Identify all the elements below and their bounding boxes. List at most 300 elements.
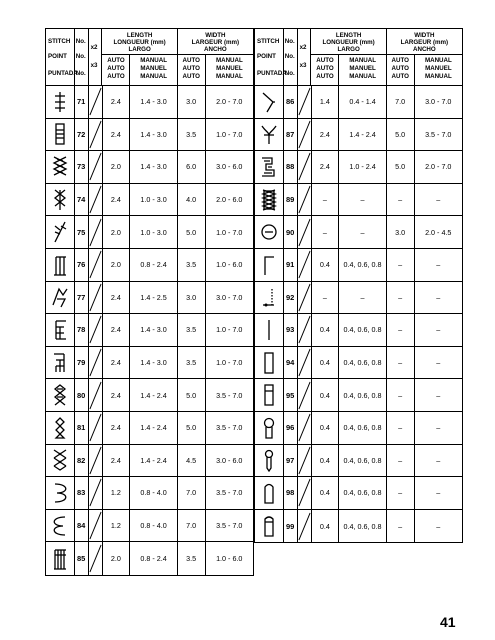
page-number: 41 [440,614,456,630]
length-auto: 1.2 [103,510,131,542]
length-auto: 0.4 [312,347,340,379]
stitch-number: 75 [75,216,89,248]
length-auto: – [312,282,340,314]
stitch-icon-cell [46,184,75,216]
width-manual: 3.0 - 7.0 [425,97,452,107]
width-auto: – [387,412,415,444]
length-auto: 2.0 [103,216,131,248]
length-auto: 2.4 [103,86,131,118]
stitch-86-icon [258,90,280,114]
width-auto: 3.5 [178,542,206,575]
header-no: No. [284,38,295,45]
width-manual: 3.0 - 6.0 [216,455,243,465]
slash-icon [89,314,102,345]
repeat-cell [298,445,312,477]
stitch-81-icon [49,416,71,440]
slash-icon [89,119,102,150]
stitch-number: 91 [284,249,298,281]
width-auto: 5.0 [178,379,206,411]
header-auto: AUTO [182,57,200,64]
slash-icon [89,151,102,182]
width-manual: 3.5 - 7.0 [425,129,452,139]
stitch-number: 92 [284,282,298,314]
width-auto: 5.0 [178,216,206,248]
width-manual: 1.0 - 7.0 [216,227,243,237]
width-auto: 5.0 [387,151,415,183]
table-row [255,510,462,543]
header-x3: x3 [90,62,98,69]
repeat-cell [89,314,103,346]
stitch-95-icon [258,383,280,407]
length-auto: 0.4 [312,379,340,411]
repeat-cell [89,445,103,477]
length-manual: 1.4 - 3.0 [130,119,178,151]
slash-icon [89,282,102,313]
stitch-78-icon [49,318,71,342]
header-manuel: MANUEL [216,65,243,72]
stitch-icon-cell [46,86,75,118]
stitch-number: 76 [75,249,89,281]
stitch-number: 97 [284,445,298,477]
slash-icon [89,412,102,443]
repeat-cell [298,151,312,183]
table-header [46,29,253,86]
header-no: No. [75,53,86,60]
header-manual: MANUAL [424,57,452,64]
table-row [46,249,253,282]
table-row [255,184,462,217]
repeat-cell [89,477,103,509]
length-auto: 2.4 [312,119,340,151]
stitch-88-icon [258,155,280,179]
repeat-cell [89,249,103,281]
table-row [255,379,462,412]
width-manual: 1.0 - 7.0 [216,358,243,368]
length-manual: 0.4, 0.6, 0.8 [339,379,387,411]
width-manual: 1.0 - 6.0 [216,260,243,270]
width-manual: – [436,488,441,498]
length-auto: 2.4 [103,184,131,216]
header-longueur: LONGUEUR (mm) [113,39,166,46]
stitch-icon-cell [46,151,75,183]
header-manuel: MANUEL [425,65,452,72]
repeat-cell [298,347,312,379]
stitch-icon-cell [46,119,75,151]
stitch-number: 96 [284,412,298,444]
header-manual: MANUAL [140,73,168,80]
repeat-cell [89,347,103,379]
length-manual: 0.4 - 1.4 [339,86,387,118]
repeat-cell [298,379,312,411]
table-row [255,477,462,510]
header-manual: MANUAL [215,73,243,80]
stitch-85-icon [49,547,71,571]
repeat-cell [89,216,103,248]
width-auto: 3.5 [178,119,206,151]
width-auto: – [387,249,415,281]
width-auto: – [387,379,415,411]
stitch-icon-cell [255,510,284,543]
table-row [46,282,253,315]
stitch-number: 86 [284,86,298,118]
table-row [46,216,253,249]
width-manual: 3.5 - 7.0 [216,521,243,531]
width-manual: 1.0 - 6.0 [216,554,243,564]
width-auto: 3.5 [178,249,206,281]
header-manual: MANUAL [349,73,377,80]
slash-icon [298,347,311,378]
length-auto: 2.0 [103,542,131,575]
table-row [255,412,462,445]
length-auto: 0.4 [312,412,340,444]
header-auto: AUTO [316,57,334,64]
header-point: POINT [48,53,67,60]
width-manual: – [436,292,441,302]
slash-icon [298,445,311,476]
repeat-cell [298,412,312,444]
length-manual: 1.4 - 3.0 [130,86,178,118]
slash-icon [298,217,311,248]
width-manual: – [436,390,441,400]
header-no: No. [75,70,86,77]
stitch-71-icon [49,90,71,114]
header-ancho: ANCHO [413,46,436,53]
stitch-icon-cell [46,249,75,281]
width-manual: – [436,455,441,465]
slash-icon [89,510,102,541]
stitch-77-icon [49,285,71,309]
stitch-90-icon [258,220,280,244]
repeat-cell [89,184,103,216]
length-auto: 1.4 [312,86,340,118]
repeat-cell [298,86,312,118]
width-auto: 7.0 [178,477,206,509]
table-row [255,249,462,282]
stitch-72-icon [49,122,71,146]
stitch-icon-cell [255,119,284,151]
length-manual: 0.4, 0.6, 0.8 [339,347,387,379]
header-auto: AUTO [107,65,125,72]
slash-icon [89,184,102,215]
slash-icon [89,249,102,280]
stitch-84-icon [49,514,71,538]
length-manual: 0.4, 0.6, 0.8 [339,510,387,543]
length-manual: 1.4 - 2.4 [130,445,178,477]
length-auto: 2.4 [103,379,131,411]
stitch-number: 72 [75,119,89,151]
stitch-number: 79 [75,347,89,379]
slash-icon [298,151,311,182]
header-auto: AUTO [391,65,409,72]
slash-icon [89,86,102,117]
header-auto: AUTO [316,73,334,80]
stitch-73-icon [49,155,71,179]
length-manual: 0.8 - 2.4 [130,542,178,575]
slash-icon [298,412,311,443]
length-manual: 1.4 - 3.0 [130,151,178,183]
stitch-98-icon [258,481,280,505]
stitch-icon-cell [255,282,284,314]
repeat-cell [89,542,103,575]
slash-icon [89,477,102,508]
repeat-cell [298,282,312,314]
table-row [46,86,253,119]
slash-icon [89,217,102,248]
slash-icon [298,477,311,508]
width-manual: 1.0 - 7.0 [216,325,243,335]
table-row [46,151,253,184]
repeat-cell [298,184,312,216]
width-auto: 5.0 [387,119,415,151]
table-row [255,151,462,184]
table-body-left [46,86,253,575]
stitch-94-icon [258,351,280,375]
stitch-75-icon [49,220,71,244]
header-width: WIDTH [414,32,435,39]
header-stitch: STITCH [257,38,280,45]
header-manual: MANUAL [215,57,243,64]
table-row [46,412,253,445]
table-row [46,477,253,510]
length-auto: 2.4 [103,412,131,444]
stitch-icon-cell [255,314,284,346]
length-manual: 0.4, 0.6, 0.8 [339,314,387,346]
repeat-cell [89,282,103,314]
stitch-number: 84 [75,510,89,542]
width-auto: – [387,314,415,346]
table-row [46,510,253,543]
width-manual: 1.0 - 7.0 [216,129,243,139]
stitch-icon-cell [255,379,284,411]
header-auto: AUTO [182,73,200,80]
length-manual: 1.4 - 3.0 [130,314,178,346]
width-manual: 2.0 - 4.5 [425,227,452,237]
stitch-number: 78 [75,314,89,346]
width-auto: 3.5 [178,314,206,346]
stitch-number: 77 [75,282,89,314]
width-manual: 3.0 - 6.0 [216,162,243,172]
length-auto: 2.4 [103,314,131,346]
stitch-number: 83 [75,477,89,509]
stitch-number: 98 [284,477,298,509]
table-row [46,119,253,152]
repeat-cell [298,477,312,509]
width-manual: – [436,358,441,368]
repeat-cell [89,151,103,183]
stitch-number: 74 [75,184,89,216]
stitch-icon-cell [46,510,75,542]
length-auto: 2.0 [103,151,131,183]
stitch-number: 71 [75,86,89,118]
repeat-cell [89,119,103,151]
stitch-97-icon [258,448,280,472]
header-auto: AUTO [316,65,334,72]
width-auto: – [387,347,415,379]
length-auto: 0.4 [312,249,340,281]
width-auto: 7.0 [178,510,206,542]
length-manual: 1.4 - 2.4 [130,412,178,444]
width-auto: 3.0 [178,282,206,314]
stitch-icon-cell [255,184,284,216]
stitch-number: 80 [75,379,89,411]
length-manual: 1.0 - 2.4 [339,151,387,183]
header-largeur: LARGEUR (mm) [191,39,240,46]
header-point: POINT [257,53,276,60]
length-manual: 1.4 - 2.5 [130,282,178,314]
width-auto: 7.0 [387,86,415,118]
stitch-91-icon [258,253,280,277]
width-auto: – [387,445,415,477]
header-puntada: PUNTADA [48,70,78,77]
header-auto: AUTO [391,57,409,64]
slash-icon [89,380,102,411]
width-auto: 5.0 [178,412,206,444]
header-length: LENGTH [126,32,153,39]
length-manual: 0.4, 0.6, 0.8 [339,249,387,281]
length-manual: 1.0 - 3.0 [130,216,178,248]
length-auto: 2.4 [103,445,131,477]
stitch-icon-cell [46,282,75,314]
table-row [46,184,253,217]
slash-icon [298,282,311,313]
repeat-cell [298,119,312,151]
stitch-82-icon [49,448,71,472]
header-largo: LARGO [337,46,360,53]
width-manual: – [436,260,441,270]
stitch-icon-cell [255,445,284,477]
stitch-number: 87 [284,119,298,151]
width-auto: 3.5 [178,347,206,379]
stitch-number: 73 [75,151,89,183]
length-auto: 2.4 [103,347,131,379]
stitch-number: 95 [284,379,298,411]
header-manuel: MANUEL [140,65,167,72]
header-auto: AUTO [107,57,125,64]
slash-icon [89,445,102,476]
table-row [255,314,462,347]
table-row [46,445,253,478]
repeat-cell [89,510,103,542]
stitch-number: 93 [284,314,298,346]
length-manual: – [339,216,387,248]
slash-icon [298,119,311,150]
stitch-89-icon [258,188,280,212]
header-manual: MANUAL [424,73,452,80]
stitch-number: 89 [284,184,298,216]
length-manual: 0.4, 0.6, 0.8 [339,445,387,477]
header-puntada: PUNTADA [257,70,287,77]
table-row [255,347,462,380]
header-manual: MANUAL [140,57,168,64]
width-auto: 4.5 [178,445,206,477]
header-width: WIDTH [205,32,226,39]
stitch-number: 90 [284,216,298,248]
header-no: No. [75,38,86,45]
stitch-icon-cell [255,86,284,118]
stitch-icon-cell [46,347,75,379]
repeat-cell [298,314,312,346]
table-body-right [255,86,462,542]
length-auto: 2.0 [103,249,131,281]
stitch-87-icon [258,122,280,146]
header-largeur: LARGEUR (mm) [400,39,449,46]
width-manual: – [436,423,441,433]
length-manual: 1.0 - 3.0 [130,184,178,216]
slash-icon [298,314,311,345]
header-length: LENGTH [335,32,362,39]
stitch-number: 99 [284,510,298,543]
stitch-icon-cell [46,379,75,411]
repeat-cell [298,216,312,248]
width-manual: 3.0 - 7.0 [216,292,243,302]
table-header [255,29,462,86]
length-auto: 0.4 [312,314,340,346]
stitch-table-left [45,28,254,576]
stitch-number: 94 [284,347,298,379]
length-auto: 2.4 [103,119,131,151]
width-manual: 3.5 - 7.0 [216,423,243,433]
width-auto: – [387,477,415,509]
length-auto: 2.4 [312,151,340,183]
width-manual: 3.5 - 7.0 [216,488,243,498]
length-auto: 0.4 [312,477,340,509]
header-stitch: STITCH [48,38,71,45]
stitch-icon-cell [255,216,284,248]
length-manual: 0.4, 0.6, 0.8 [339,412,387,444]
stitch-93-icon [258,318,280,342]
length-manual: 0.8 - 4.0 [130,477,178,509]
width-auto: 3.0 [387,216,415,248]
length-auto: 2.4 [103,282,131,314]
slash-icon [89,347,102,378]
width-manual: – [436,521,441,531]
header-ancho: ANCHO [204,46,227,53]
width-manual: 2.0 - 6.0 [216,195,243,205]
slash-icon [298,184,311,215]
repeat-cell [89,86,103,118]
stitch-number: 81 [75,412,89,444]
width-auto: – [387,282,415,314]
stitch-icon-cell [46,314,75,346]
slash-icon [89,543,102,574]
stitch-icon-cell [46,445,75,477]
width-manual: – [436,195,441,205]
length-auto: 1.2 [103,477,131,509]
stitch-icon-cell [255,412,284,444]
stitch-icon-cell [255,151,284,183]
stitch-icon-cell [46,542,75,575]
length-manual: – [339,184,387,216]
header-x2: x2 [299,44,307,51]
slash-icon [298,380,311,411]
stitch-icon-cell [46,412,75,444]
header-x2: x2 [90,44,98,51]
stitch-number: 82 [75,445,89,477]
length-auto: 0.4 [312,510,340,543]
length-manual: – [339,282,387,314]
stitch-icon-cell [46,477,75,509]
header-x3: x3 [299,62,307,69]
table-row [255,282,462,315]
stitch-icon-cell [255,347,284,379]
width-auto: – [387,184,415,216]
stitch-76-icon [49,253,71,277]
width-auto: 6.0 [178,151,206,183]
width-manual: 2.0 - 7.0 [216,97,243,107]
length-manual: 1.4 - 3.0 [130,347,178,379]
width-auto: 3.0 [178,86,206,118]
table-row [46,542,253,575]
